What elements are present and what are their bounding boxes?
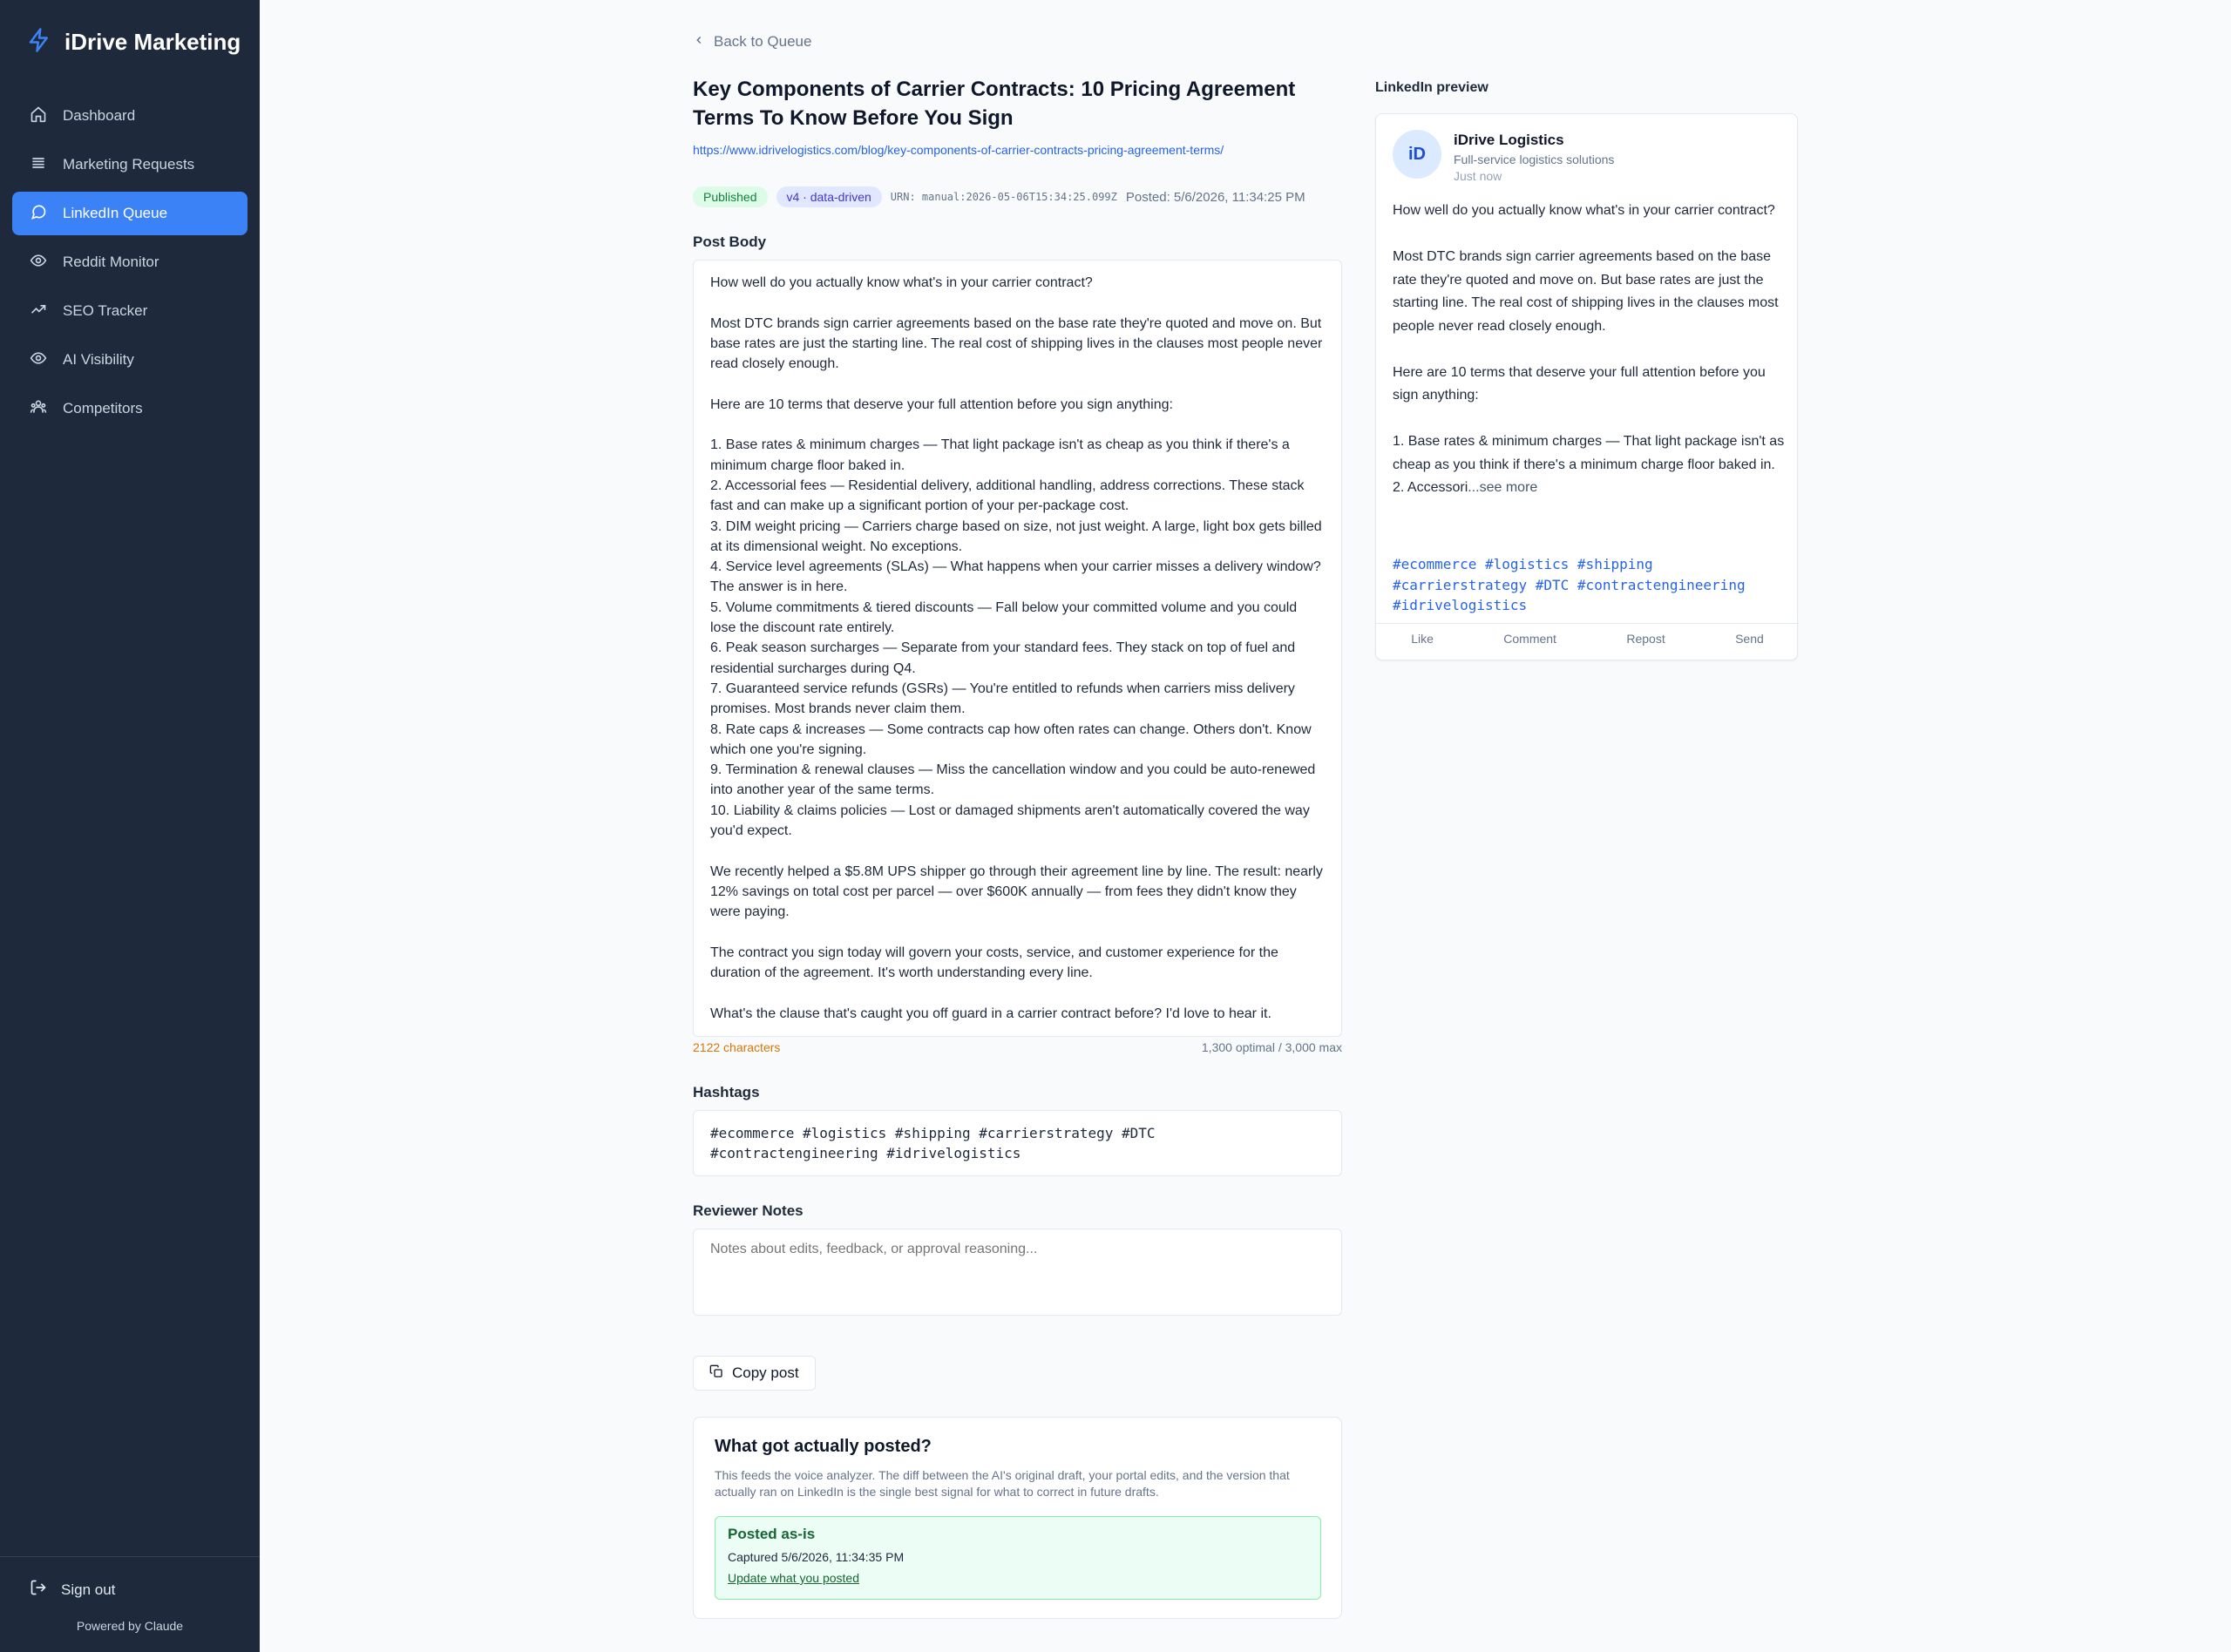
preview-actions: [1376, 632, 1799, 646]
page-title: Key Components of Carrier Contracts: 10 Pricing Agreement Terms To Know Before You Sign: [693, 78, 1296, 130]
sidebar-item-reddit-monitor[interactable]: [12, 240, 248, 284]
what-got-posted-card: [693, 1417, 1342, 1619]
company-tagline: Full-service logistics solutions: [1454, 152, 1615, 166]
see-more-link[interactable]: ...see more: [1468, 480, 1538, 495]
status-badge: Published: [693, 186, 768, 207]
post-body-label: Post Body: [693, 234, 767, 250]
lightning-icon: [26, 26, 52, 58]
home-icon: [30, 105, 47, 127]
posted-card-title: What got actually posted?: [715, 1437, 932, 1456]
back-label: Back to Queue: [714, 33, 812, 50]
sidebar-item-label: Competitors: [63, 400, 143, 416]
sign-out-label: Sign out: [61, 1581, 116, 1598]
send-button[interactable]: Send: [1735, 632, 1764, 646]
reviewer-notes-input[interactable]: [693, 1229, 1342, 1316]
character-limit: 1,300 optimal / 3,000 max: [1201, 1040, 1342, 1054]
sidebar-item-linkedin-queue[interactable]: [12, 192, 248, 235]
sidebar-divider: [0, 1556, 260, 1557]
character-count: 2122 characters: [693, 1040, 781, 1054]
sidebar-item-label: AI Visibility: [63, 351, 134, 368]
hashtags-input[interactable]: #ecommerce #logistics #shipping #carrierstrategy #DTC #contractengineering #idrivelogistics: [693, 1110, 1342, 1176]
brand-name: iDrive Marketing: [64, 29, 241, 55]
source-url-link[interactable]: https://www.idrivelogistics.com/blog/key-components-of-carrier-contracts-pricing-agreement-terms/: [693, 143, 1224, 157]
linkedin-preview-card: [1375, 113, 1798, 660]
sign-out-button[interactable]: [30, 1579, 115, 1601]
sidebar-item-dashboard[interactable]: [12, 94, 248, 138]
powered-by: Powered by Claude: [76, 1619, 184, 1633]
sidebar-item-label: Reddit Monitor: [63, 254, 159, 270]
copy-post-label: Copy post: [732, 1364, 799, 1381]
actions-divider: [1376, 623, 1799, 624]
comment-button[interactable]: Comment: [1503, 632, 1556, 646]
sidebar-nav: [12, 94, 248, 436]
list-icon: [30, 154, 47, 176]
sidebar-item-label: Marketing Requests: [63, 156, 195, 173]
posted-timestamp: Posted: 5/6/2026, 11:34:25 PM: [1125, 189, 1305, 205]
eye-icon: [30, 349, 47, 371]
like-button[interactable]: Like: [1411, 632, 1434, 646]
post-time: Just now: [1454, 169, 1502, 183]
avatar: iD: [1393, 130, 1441, 179]
post-meta: [693, 186, 1305, 207]
linkedin-preview-label: LinkedIn preview: [1375, 80, 1488, 95]
preview-hashtags: #ecommerce #logistics #shipping #carrierstrategy #DTC #contractengineering #idrivelogistics: [1393, 556, 1746, 613]
posted-status-title: Posted as-is: [728, 1526, 816, 1542]
version-badge: v4 · data-driven: [776, 186, 882, 207]
sidebar-item-ai-visibility[interactable]: [12, 338, 248, 382]
hashtags-label: Hashtags: [693, 1084, 760, 1100]
company-name: iDrive Logistics: [1454, 132, 1564, 148]
eye-icon: [30, 252, 47, 274]
urn-text: URN: manual:2026-05-06T15:34:25.099Z: [890, 191, 1117, 203]
users-icon: [30, 398, 47, 420]
copy-post-button[interactable]: [693, 1356, 816, 1391]
sidebar-item-seo-tracker[interactable]: [12, 289, 248, 333]
post-body-textarea[interactable]: How well do you actually know what's in your carrier contract? Most DTC brands sign carrier agreements based on the base rate they're quoted and move on. But base rates are just the starting line. The real cost of shipping lives in the clauses most people never read closely enough. Here are 10 terms that deserve your full attention before you sign anything: 1. Base rates & minimum charges — That light package isn't as cheap as you think if there's a minimum charge floor baked in. 2. Accessorial fees — Residential delivery, additional handling, address corrections. These stack fast and can make up a significant portion of your per-package cost. 3. DIM weight pricing — Carriers charge based on size, not just weight. A large, light box gets billed at its dimensional weight. No exceptions. 4. Service level agreements (SLAs) — What happens when your carrier misses a delivery window? The answer is in here. 5. Volume commitments & tiered discounts — Fall below your committed volume and you could lose the discount rate entirely. 6. Peak season surcharges — Separate from your standard fees. They stack on top of fuel and residential surcharges during Q4. 7. Guaranteed service refunds (GSRs) — You're entitled to refunds when carriers miss delivery promises. Most brands never claim them. 8. Rate caps & increases — Some contracts cap how often rates can change. Others don't. Know which one you're signing. 9. Termination & renewal clauses — Miss the cancellation window and you could be auto-renewed into another year of the same terms. 10. Liability & claims policies — Lost or damaged shipments aren't automatically covered the way you'd expect. We recently helped a $5.8M UPS shipper go through their agreement line by line. The result: nearly 12% savings on total cost per parcel — over $600K annually — from fees they didn't know they were paying. The contract you sign today will govern your costs, service, and customer experience for the duration of the agreement. It's worth understanding every line. What's the clause that's caught you off guard in a carrier contract before? I'd love to hear it.: [693, 260, 1342, 1037]
sidebar-item-competitors[interactable]: [12, 387, 248, 430]
captured-timestamp: Captured 5/6/2026, 11:34:35 PM: [728, 1550, 905, 1564]
copy-icon: [709, 1364, 723, 1383]
sidebar-item-marketing-requests[interactable]: [12, 143, 248, 186]
preview-body: How well do you actually know what's in your carrier contract? Most DTC brands sign carrier agreements based on the base rate they're quoted and move on. But base rates are just the starting line. The real cost of shipping lives in the clauses most people never read closely enough. Here are 10 terms that deserve your full attention before you sign anything: 1. Base rates & minimum charges — That light package isn't as cheap as you think if there's a minimum charge floor baked in. 2. Accessori: [1393, 203, 1785, 495]
message-icon: [30, 203, 47, 225]
posted-status-box: [715, 1516, 1321, 1600]
preview-post-text: [1393, 200, 1785, 500]
back-to-queue-link[interactable]: [693, 33, 811, 51]
brand[interactable]: [26, 26, 241, 58]
sidebar-item-label: Dashboard: [63, 107, 136, 124]
sidebar-item-label: LinkedIn Queue: [63, 205, 168, 221]
sidebar: [0, 0, 260, 1652]
posted-card-description: This feeds the voice analyzer. The diff between the AI's original draft, your portal edits, and the version that actually ran on LinkedIn is the single best signal for what to correct in future drafts.: [715, 1468, 1290, 1499]
repost-button[interactable]: Repost: [1626, 632, 1665, 646]
log-out-icon: [30, 1579, 47, 1601]
trending-up-icon: [30, 301, 47, 322]
chevron-left-icon: [693, 33, 705, 51]
reviewer-notes-label: Reviewer Notes: [693, 1202, 804, 1219]
update-posted-link[interactable]: Update what you posted: [728, 1571, 859, 1585]
sidebar-item-label: SEO Tracker: [63, 302, 148, 319]
